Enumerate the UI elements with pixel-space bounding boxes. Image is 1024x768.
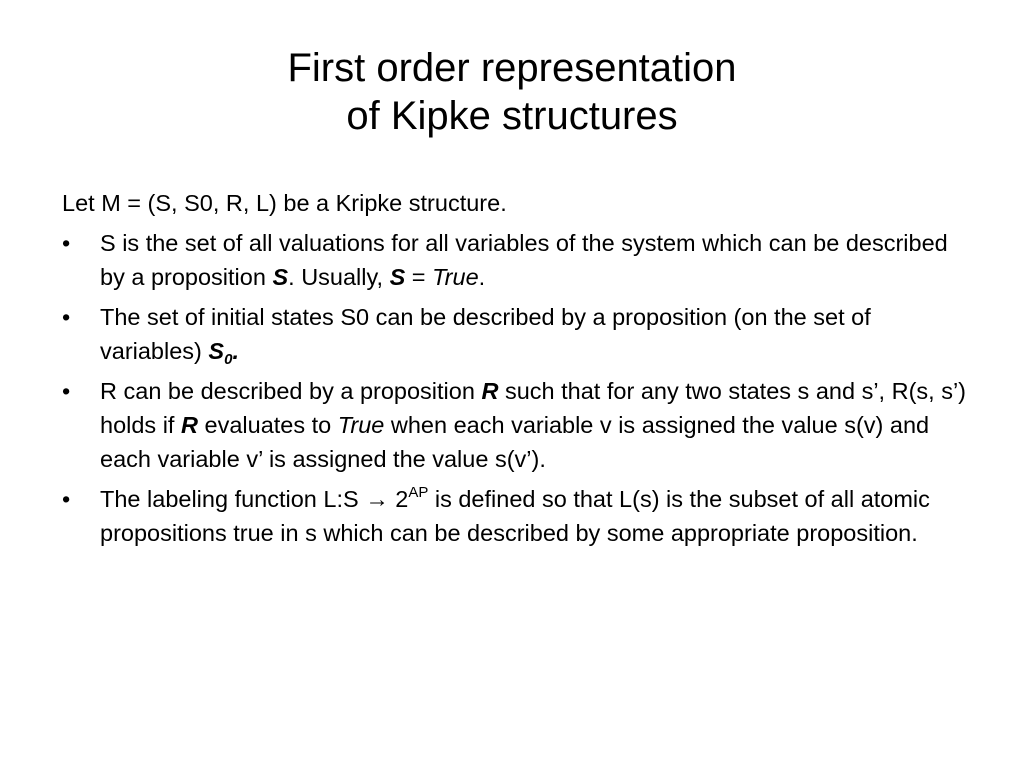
slide-body — [62, 186, 972, 556]
bullet-text-part: is defined so that L(s) is the subset of all atomic propositions true in s which can be described by some appropriate proposition. — [100, 486, 930, 546]
true-keyword: True — [432, 264, 479, 290]
bullet-text-part: such that for any two states s and s’, R(s, s’) holds if — [100, 378, 967, 438]
bullet-text-part: . — [478, 264, 486, 290]
bullet-dot-icon: • — [62, 230, 71, 256]
bullet-text-part: . Usually, — [288, 264, 390, 290]
bullet-dot-icon: • — [62, 378, 71, 404]
title-line-2: of Kipke structures — [346, 94, 678, 138]
intro-text: Let M = (S, S0, R, L) be a Kripke structure. — [62, 190, 507, 216]
bullet-text-part: The set of initial states S0 can be described by a proposition (on the set of variables) — [100, 304, 871, 364]
bullet-dot-icon: • — [62, 486, 71, 512]
bullet-text-part: The labeling function L:S — [100, 486, 366, 512]
symbol-S0 — [208, 338, 233, 368]
bullet-text — [100, 378, 966, 472]
slide-title — [0, 44, 1024, 140]
bullet-initial-states — [62, 300, 972, 368]
true-keyword: True — [337, 412, 385, 438]
bullet-states — [62, 226, 972, 294]
bullet-text-part: = — [405, 264, 433, 290]
right-arrow-icon: → — [365, 486, 389, 512]
bullet-text-part: R can be described by a proposition — [100, 378, 482, 404]
title-line-1: First order representation — [287, 46, 737, 90]
bullet-list — [62, 226, 972, 550]
bullet-dot-icon: • — [62, 304, 71, 330]
bullet-text — [100, 304, 871, 368]
ap-superscript: AP — [408, 484, 429, 501]
symbol-R: R — [181, 412, 198, 438]
symbol-S0-subscript: 0 — [224, 351, 233, 368]
bullet-text-part: 2 — [388, 486, 409, 512]
bullet-transition-relation — [62, 374, 972, 476]
symbol-S: S — [272, 264, 289, 290]
symbol-S0-base: S — [208, 338, 225, 364]
symbol-S: S — [389, 264, 406, 290]
bullet-text-part: evaluates to — [197, 412, 338, 438]
bullet-text — [100, 230, 948, 290]
bullet-text-part: S is the set of all valuations for all variables of the system which can be described by a proposition — [100, 230, 948, 290]
bullet-text-part: . — [232, 338, 239, 364]
bullet-text — [100, 486, 930, 546]
bullet-labeling-function — [62, 482, 972, 550]
bullet-text-part: when each variable v is assigned the value s(v) and each variable v’ is assigned the value s(v’). — [100, 412, 930, 472]
symbol-R: R — [481, 378, 499, 404]
